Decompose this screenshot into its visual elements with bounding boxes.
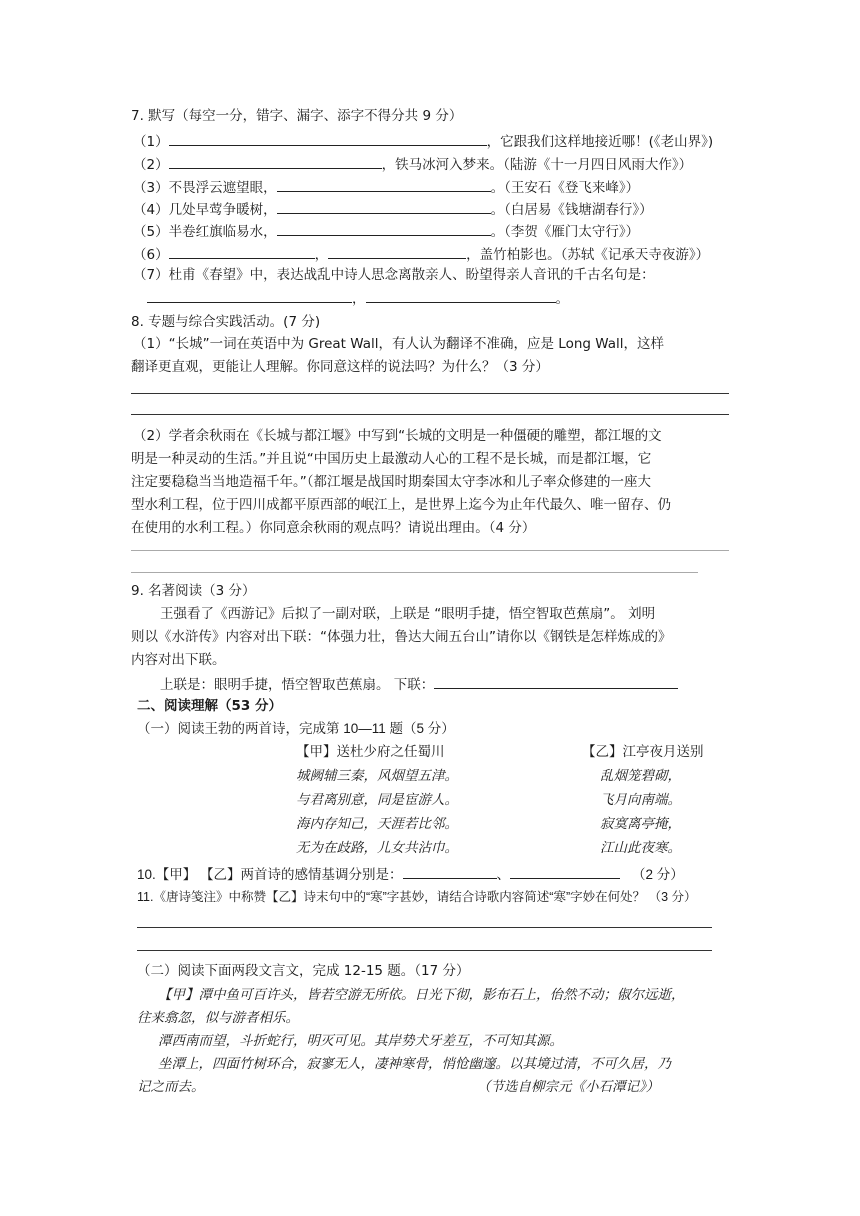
- q10-line: [137, 864, 684, 884]
- q9-line-1: 王强看了《西游记》后拟了一副对联，上联是 “眼明手捷，悟空智取芭蕉扇”。 刘明: [160, 606, 656, 622]
- q7-l3-src: 。（王安石《登飞来峰》）: [490, 180, 640, 196]
- q9-line-2: 则以《水浒传》内容对出下联：“体强力壮，鲁达大闹五台山”请你以《钢铁是怎样炼成的》: [131, 629, 672, 645]
- wenyan-line-1: 【甲】潭中鱼可百许头，皆若空游无所依。日光下彻，影布石上，佁然不动；俶尔远逝，: [158, 987, 685, 1003]
- q7-l7-blank-2[interactable]: [366, 288, 556, 303]
- q8-p2-line-3: 注定要稳稳当当地造福千年。”（都江堰是战国时期秦国太守李冰和儿子率众修建的一座大: [131, 474, 651, 490]
- q7-line-7-answers: [147, 288, 569, 308]
- q8-p2-line-2: 明是一种灵动的生活。”并且说“中国历史上最激动人心的工程不是长城，而是都江堰，它: [131, 451, 652, 467]
- q7-l2-text: ，铁马冰河入梦来。（陆游《十一月四日风雨大作》）: [381, 157, 693, 173]
- q7-l6-blank-1[interactable]: [169, 244, 315, 259]
- q7-l6-blank-2[interactable]: [328, 244, 466, 259]
- q11-answer-line-1[interactable]: [137, 927, 712, 928]
- q7-l1-text: ，它跟我们这样地接近哪！(《老山界》): [486, 134, 714, 150]
- poem-a-line: 海内存知己，天涯若比邻。: [296, 816, 458, 832]
- q8-p2-answer-line-1[interactable]: [131, 550, 729, 551]
- q8-p2-line-4: 型水利工程，位于四川成都平原西部的岷江上，是世界上迄今为止年代最久、唯一留存、仍: [131, 497, 671, 513]
- poem-b-line: 江山此夜寒。: [600, 840, 681, 856]
- wenyan-line-2: 往来翕忽，似与游者相乐。: [137, 1010, 299, 1026]
- q7-l2-blank[interactable]: [169, 154, 382, 169]
- q7-l7-blank-1[interactable]: [147, 288, 352, 303]
- q8-p1-answer-line-2[interactable]: [131, 414, 729, 415]
- sec2-title: 二、阅读理解（53 分）: [137, 698, 282, 714]
- q11-answer-line-2[interactable]: [137, 950, 712, 951]
- q8-p2-answer-line-2[interactable]: [131, 572, 698, 573]
- q8-p1-line-1: （1）“长城”一词在英语中为 Great Wall，有人认为翻译不准确，应是 Long Wall，这样: [133, 336, 665, 352]
- q8-p2-line-5: 在使用的水利工程。）你同意余秋雨的观点吗？请说出理由。（4 分）: [131, 520, 536, 536]
- q9-couplet-prompt: 上联是：眼明手捷，悟空智取芭蕉扇。 下联：: [160, 677, 435, 693]
- sec2-part2: （二）阅读下面两段文言文，完成 12-15 题。（17 分）: [137, 963, 470, 979]
- poem-b-line: 寂寞离亭掩，: [600, 816, 681, 832]
- q7-l1-num: （1）: [133, 134, 169, 150]
- q7-l5-src: 。（李贺《雁门太守行》）: [490, 224, 640, 240]
- q7-l1-blank[interactable]: [169, 131, 487, 146]
- q7-l4-blank[interactable]: [277, 199, 491, 214]
- poem-a-line: 城阙辅三秦，风烟望五津。: [296, 768, 458, 784]
- q7-l7-comma: ，: [352, 291, 366, 307]
- q8-title: 8. 专题与综合实践活动。(7 分): [131, 314, 321, 330]
- q7-title: 7. 默写（每空一分，错字、漏字、添字不得分共 9 分）: [131, 108, 463, 124]
- q7-line-1: [133, 131, 713, 151]
- wenyan-line-4: 坐潭上，四面竹树环合，寂寥无人，凄神寒骨，悄怆幽邃。以其境过清，不可久居，乃: [158, 1056, 671, 1072]
- q7-l4-text: （4）几处早莺争暖树，: [133, 202, 277, 218]
- q8-p2-line-1: （2）学者余秋雨在《长城与都江堰》中写到“长城的文明是一种僵硬的雕塑，都江堰的文: [133, 428, 662, 444]
- wenyan-line-5: 记之而去。: [137, 1079, 205, 1095]
- q7-line-6: [133, 244, 709, 264]
- q7-l3-blank[interactable]: [277, 177, 491, 192]
- q7-l7-end: 。: [555, 291, 569, 307]
- q8-p1-answer-line-1[interactable]: [131, 393, 729, 394]
- poem-b-line: 飞月向南端。: [600, 792, 681, 808]
- q7-line-2: [133, 154, 692, 174]
- q10-blank-2[interactable]: [510, 864, 620, 879]
- q7-l7-text: （7）杜甫《春望》中，表达战乱中诗人思念离散亲人、盼望得亲人音讯的千古名句是：: [133, 267, 655, 283]
- q7-line-3: [133, 177, 639, 197]
- q11-text: 11.《唐诗笺注》中称赞【乙】诗末句中的“寒”字甚妙，请结合诗歌内容简述“寒”字妙在何处？ （3 分）: [137, 890, 697, 904]
- wenyan-line-3: 潭西南而望，斗折蛇行，明灭可见。其岸势犬牙差互，不可知其源。: [158, 1033, 563, 1049]
- q7-line-4: [133, 199, 653, 219]
- q7-l2-num: （2）: [133, 157, 169, 173]
- sec2-part1: （一）阅读王勃的两首诗，完成第 10—11 题（5 分）: [137, 721, 455, 736]
- q8-p1-line-2: 翻译更直观，更能让人理解。你同意这样的说法吗？为什么？（3 分）: [131, 359, 549, 375]
- poem-a-line: 与君离别意，同是宦游人。: [296, 792, 458, 808]
- poem-b-line: 乱烟笼碧砌，: [600, 768, 681, 784]
- q10-score: （2 分）: [632, 867, 684, 882]
- q7-l6-num: （6）: [133, 247, 169, 263]
- q7-l5-blank[interactable]: [277, 221, 491, 236]
- q10-blank-1[interactable]: [403, 864, 497, 879]
- wenyan-source: （节选自柳宗元《小石潭记》）: [477, 1079, 660, 1095]
- q7-l4-src: 。（白居易《钱塘湖春行》）: [490, 202, 653, 218]
- poem-b-title: 【乙】江亭夜月送别: [582, 744, 704, 759]
- q9-line-3: 内容对出下联。: [131, 652, 226, 668]
- q9-answer-blank[interactable]: [434, 674, 678, 689]
- q10-sep: 、: [496, 867, 511, 882]
- poem-a-line: 无为在歧路，儿女共沾巾。: [296, 840, 458, 856]
- q7-l3-text: （3）不畏浮云遮望眼，: [133, 180, 277, 196]
- q10-text: 10.【甲】 【乙】两首诗的感情基调分别是：: [137, 867, 403, 882]
- q9-title: 9. 名著阅读（3 分）: [131, 583, 256, 599]
- q7-line-5: [133, 221, 639, 241]
- q7-l5-text: （5）半卷红旗临易水，: [133, 224, 277, 240]
- q9-line-4: [160, 674, 678, 694]
- q7-l6-src: ，盖竹柏影也。（苏轼《记承天寺夜游》）: [466, 247, 710, 263]
- poem-a-title: 【甲】送杜少府之任蜀川: [296, 744, 445, 759]
- q7-l6-mid: ，: [314, 247, 329, 263]
